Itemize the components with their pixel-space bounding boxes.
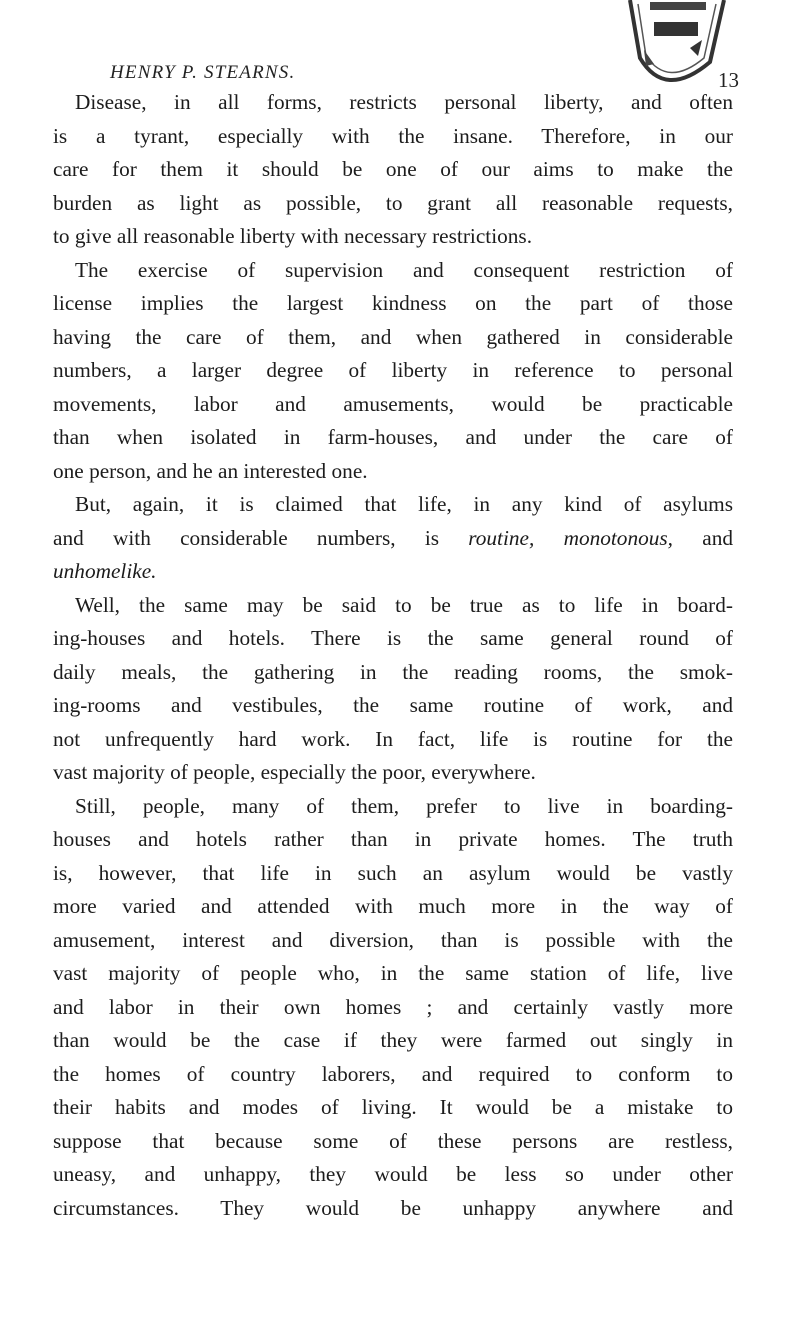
text-line: than when isolated in farm-houses, and under the care of bbox=[53, 425, 733, 449]
text-line: suppose that because some of these persons are restless, bbox=[53, 1128, 733, 1153]
paragraph-2 bbox=[53, 254, 733, 489]
text-line: having the care of them, and when gathered in considerable bbox=[53, 324, 733, 349]
paragraph-4 bbox=[53, 589, 733, 790]
italic-term: routine, bbox=[468, 525, 535, 550]
text-line: But, again, it is claimed that life, in any kind of asylums bbox=[75, 492, 733, 516]
text-line: Still, people, many of them, prefer to live in boarding- bbox=[75, 793, 733, 818]
text-line: houses and hotels rather than in private homes. The truth bbox=[53, 827, 733, 851]
text-line: daily meals, the gathering in the reading rooms, the smok- bbox=[53, 659, 733, 684]
text-line: to give all reasonable liberty with necessary restrictions. bbox=[53, 224, 533, 248]
text-line: numbers, a larger degree of liberty in reference to personal bbox=[53, 358, 733, 382]
text-line: the homes of country laborers, and required to conform to bbox=[53, 1061, 733, 1086]
text-line: circumstances. They would be unhappy anywhere and bbox=[53, 1195, 733, 1220]
paragraph-1 bbox=[53, 86, 733, 254]
text-line: uneasy, and unhappy, they would be less so under other bbox=[53, 1162, 733, 1186]
text-line: their habits and modes of living. It would be a mistake to bbox=[53, 1095, 733, 1119]
running-head: HENRY P. STEARNS. bbox=[110, 62, 296, 83]
text-line: is a tyrant, especially with the insane. Therefore, in our bbox=[53, 123, 733, 148]
text-segment: and bbox=[702, 525, 733, 550]
text-line: vast majority of people who, in the same station of life, live bbox=[53, 961, 733, 985]
text-line: more varied and attended with much more in the way of bbox=[53, 894, 733, 918]
text-line: not unfrequently hard work. In fact, life is routine for the bbox=[53, 726, 733, 751]
text-line: Disease, in all forms, restricts personal liberty, and often bbox=[75, 90, 733, 114]
library-stamp-seal bbox=[620, 0, 730, 92]
text-line: care for them it should be one of our aims to make the bbox=[53, 157, 733, 181]
paragraph-5 bbox=[53, 790, 733, 1226]
text-line: vast majority of people, especially the poor, everywhere. bbox=[53, 760, 536, 784]
text-line: burden as light as possible, to grant all reasonable requests, bbox=[53, 190, 733, 215]
paragraph-3 bbox=[53, 488, 733, 589]
text-line: than would be the case if they were farmed out singly in bbox=[53, 1028, 733, 1052]
text-line: ing-rooms and vestibules, the same routine of work, and bbox=[53, 693, 733, 717]
text-segment: and with considerable numbers, is bbox=[53, 525, 440, 550]
page-number: 13 bbox=[718, 68, 739, 92]
italic-term: unhomelike. bbox=[53, 559, 157, 583]
text-line: Well, the same may be said to be true as to life in board- bbox=[75, 592, 733, 617]
italic-term: monotonous, bbox=[563, 525, 674, 550]
text-line: The exercise of supervision and consequent restriction of bbox=[75, 257, 733, 282]
body-text bbox=[53, 86, 733, 1225]
text-line: license implies the largest kindness on the part of those bbox=[53, 291, 733, 315]
text-line: and labor in their own homes ; and certainly vastly more bbox=[53, 994, 733, 1019]
text-line: movements, labor and amusements, would be practicable bbox=[53, 391, 733, 416]
text-line bbox=[53, 522, 733, 556]
text-line: ing-houses and hotels. There is the same general round of bbox=[53, 626, 733, 650]
text-line: one person, and he an interested one. bbox=[53, 458, 368, 483]
text-line: is, however, that life in such an asylum would be vastly bbox=[53, 860, 733, 885]
text-line: amusement, interest and diversion, than is possible with the bbox=[53, 927, 733, 952]
text-line bbox=[53, 555, 733, 589]
